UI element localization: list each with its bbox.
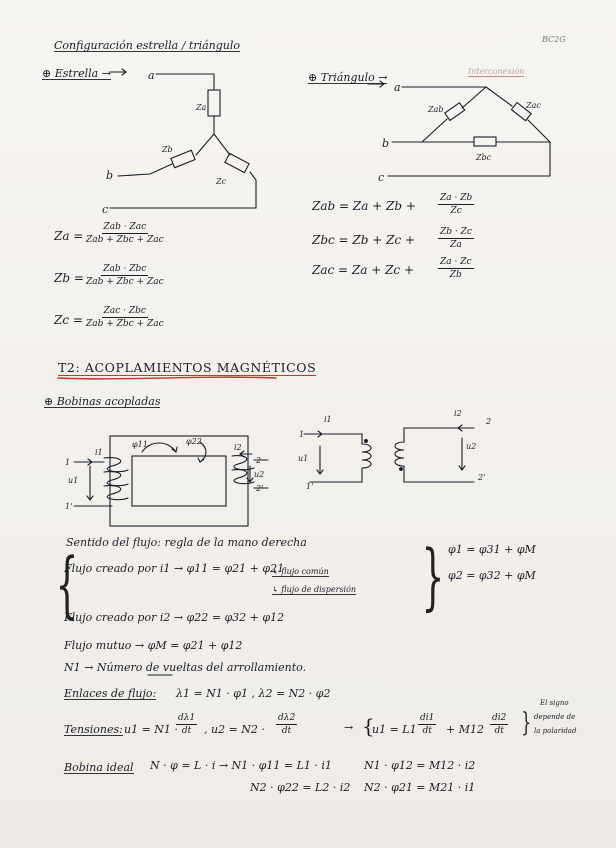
flujo-mutuo-line: Flujo mutuo → φM = φ21 + φ12 [64, 639, 243, 652]
schematic-1p-label: 1' [306, 482, 314, 491]
left-brace: { [55, 542, 79, 626]
bobina-eq4: N2 · φ21 = M21 · i1 [364, 781, 476, 794]
tri-eq-ac-lhs: Zac = Za + Zc + [312, 263, 414, 277]
terminal-1-label: 1 [65, 458, 71, 467]
star-node-c: c [102, 203, 109, 216]
tension-di2-den: dt [494, 726, 504, 736]
tri-eq-ab-num: Za · Zb [440, 193, 473, 203]
bleed-through-heading: Interconexión [468, 67, 525, 76]
star-eq-c-den: Zab + Zbc + Zac [86, 319, 164, 329]
triangle-zac-label: Zac [526, 101, 541, 110]
star-za-label: Za [196, 103, 207, 112]
bobina-eq1: N · φ = L · i → N1 · φ11 = L1 · i1 [150, 759, 332, 772]
voltage-u1-label: u1 [68, 476, 79, 485]
triangle-node-b: b [382, 137, 390, 150]
t2-red-underline [58, 377, 276, 379]
schematic-2-label: 2 [486, 417, 492, 426]
page-corner-mark: BC2G [542, 35, 566, 44]
flujo-i1-line: Flujo creado por i1 → φ11 = φ21 + φ21 [64, 562, 285, 575]
terminal-2-label: 2 [256, 456, 262, 465]
enlaces-eq: λ1 = N1 · φ1 , λ2 = N2 · φ2 [176, 687, 331, 700]
tri-eq-ab-den: Zc [450, 206, 462, 216]
star-eq-a-den: Zab + Zbc + Zac [86, 235, 164, 245]
star-eq-c-lhs: Zc = [54, 313, 83, 327]
flujo-comun-note: ↳ flujo común [272, 567, 329, 576]
star-node-b: b [106, 169, 114, 182]
signo-note-2: depende de [534, 713, 576, 721]
tension-brace: { [362, 714, 375, 738]
schematic-2p-label: 2' [478, 473, 486, 482]
tri-eq-bc-lhs: Zbc = Zb + Zc + [312, 233, 416, 247]
tri-eq-bc-den: Za [450, 240, 462, 250]
star-eq-a-lhs: Za = [54, 229, 84, 243]
tension-u1b: u1 = L1 [372, 723, 417, 736]
right-brace: } [421, 534, 445, 618]
tension-u1-den: dt [181, 726, 192, 736]
tension-u1-lhs: u1 = N1 · [124, 723, 178, 736]
n1-definition: N1 → Número de vueltas del arrollamiento. [64, 661, 307, 674]
terminal-2p-label: 2' [256, 484, 264, 493]
schematic-1-label: 1 [299, 430, 305, 439]
transformer-core [74, 436, 268, 526]
schematic-u1-label: u1 [298, 454, 309, 463]
star-eq-c-num: Zac · Zbc [103, 306, 146, 316]
star-zb-label: Zb [162, 145, 173, 154]
flujo-i2-line: Flujo creado por i2 → φ22 = φ32 + φ12 [64, 611, 285, 624]
signo-brace: } [521, 708, 532, 738]
tension-u2-den: dt [281, 726, 292, 736]
tension-arrow: → [344, 721, 354, 734]
triangle-zbc-label: Zbc [476, 153, 492, 162]
terminal-1p-label: 1' [65, 502, 73, 511]
tri-eq-ac-den: Zb [449, 270, 462, 280]
coupled-coils-heading: ⊕ Bobinas acopladas [44, 395, 161, 408]
star-zc-label: Zc [216, 177, 227, 186]
triangle-heading: ⊕ Triángulo → [308, 71, 388, 84]
tensiones-label: Tensiones: [64, 723, 123, 736]
current-i2-label: i2 [234, 443, 242, 452]
voltage-u2-label: u2 [254, 470, 265, 479]
tri-eq-ac-num: Za · Zc [440, 257, 472, 267]
schematic-u2-label: u2 [466, 442, 477, 451]
current-i1-label: i1 [95, 448, 103, 457]
tension-di1-den: dt [422, 726, 432, 736]
phi1-eq: φ1 = φ31 + φM [448, 543, 536, 556]
star-node-a: a [148, 69, 155, 82]
signo-note-3: la polaridad [534, 727, 577, 735]
bobina-eq3: N1 · φ12 = M12 · i2 [364, 759, 476, 772]
tension-u1-num: dλ1 [178, 713, 196, 723]
tension-di2-num: di2 [492, 713, 507, 723]
signo-note-1: El signo [540, 699, 569, 707]
flux-11-label: φ11 [132, 440, 148, 449]
star-eq-b-den: Zab + Zbc + Zac [86, 277, 164, 287]
note-sentido-flujo: Sentido del flujo: regla de la mano derecha [66, 536, 307, 549]
tension-u2-num: dλ2 [278, 713, 296, 723]
triangle-node-c: c [378, 171, 385, 184]
coupled-coils-schematic [304, 425, 477, 482]
bobina-eq2: N2 · φ22 = L2 · i2 [250, 781, 351, 794]
triangle-circuit [368, 81, 550, 176]
tension-u2-lhs: , u2 = N2 · [204, 723, 265, 736]
tri-eq-bc-num: Zb · Zc [440, 227, 472, 237]
schematic-i2-label: i2 [454, 409, 462, 418]
tri-eq-ab-lhs: Zab = Za + Zb + [312, 199, 416, 213]
schematic-i1-label: i1 [324, 415, 332, 424]
star-eq-b-num: Zab · Zbc [103, 264, 147, 274]
star-circuit [110, 69, 256, 208]
flujo-dispersion-note: ↳ flujo de dispersión [272, 585, 357, 594]
tension-di1-num: di1 [420, 713, 435, 723]
phi2-eq: φ2 = φ32 + φM [448, 569, 536, 582]
triangle-node-a: a [394, 81, 401, 94]
bobina-ideal-label: Bobina ideal [64, 761, 134, 774]
t2-title: T2: ACOPLAMIENTOS MAGNÉTICOS [58, 360, 317, 375]
tension-plus-m12: + M12 [446, 723, 484, 736]
flux-22-label: φ22 [186, 437, 202, 446]
enlaces-label: Enlaces de flujo: [64, 687, 157, 700]
triangle-zab-label: Zab [428, 105, 444, 114]
star-heading: ⊕ Estrella → [42, 67, 111, 80]
star-eq-a-num: Zab · Zac [103, 222, 147, 232]
section-title: Configuración estrella / triángulo [54, 39, 241, 52]
star-eq-b-lhs: Zb = [54, 271, 84, 285]
